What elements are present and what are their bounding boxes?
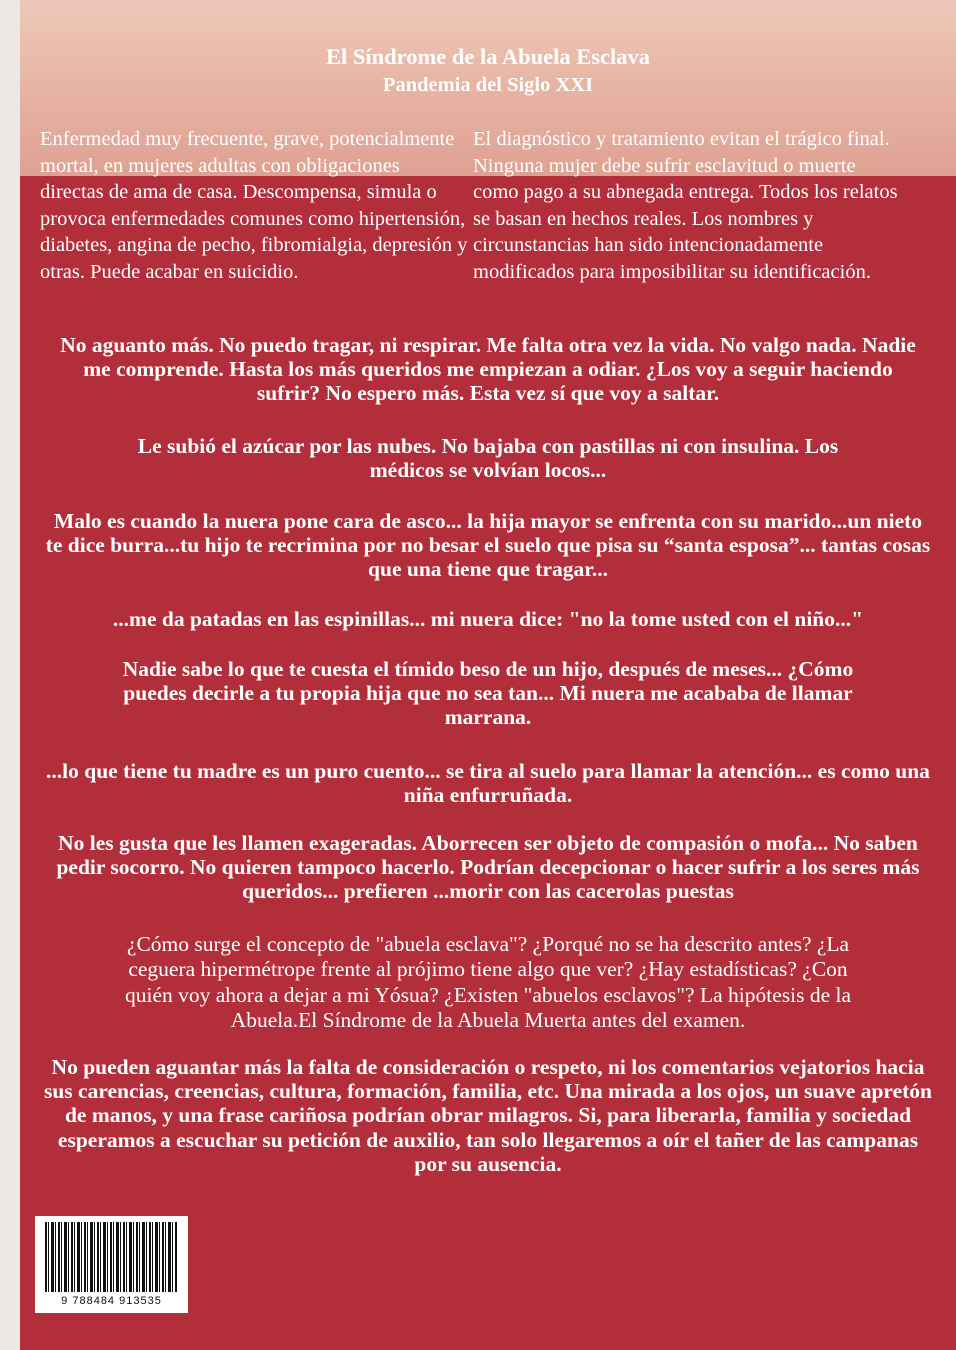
book-title: El Síndrome de la Abuela Esclava	[325, 44, 650, 69]
intro-left-column: Enfermedad muy frecuente, grave, potencialmente mortal, en mujeres adultas con obligaciones directas de ama de casa. Descompensa, simula o provoca enfermedades comunes como hipertensión, diabetes, angina de pecho, fibromialgia, depresión y otras. Puede acabar en suicidio.	[40, 128, 468, 283]
closing-paragraph: No pueden aguantar más la falta de consideración o respeto, ni los comentarios vejatorios hacia sus carencias, creencias, cultura, formación, familia, etc. Una mirada a los ojos, un suave apretón de manos, y una frase cariñosa podrían obrar milagros. Si, para liberarla, familia y sociedad esperamos a escuchar su petición de auxilio, tan solo llegaremos a oír el tañer de las campanas por su ausencia.	[43, 1055, 932, 1176]
quote-paragraph: No les gusta que les llamen exageradas. Aborrecen ser objeto de compasión o mofa... No saben pedir socorro. No quieren tampoco hacerlo. Podrían decepcionar o hacer sufrir a los seres más queridos... prefieren ...morir con las cacerolas puestas	[56, 831, 920, 904]
book-subtitle: Pandemia del Siglo XXI	[382, 74, 594, 96]
isbn-barcode	[35, 1216, 188, 1313]
quote-paragraph: Malo es cuando la nuera pone cara de asco... la hija mayor se enfrenta con su marido...un nieto te dice burra...tu hijo te recrimina por no besar el suelo que pisa su “santa esposa”... tantas cosas que una tiene que tragar...	[45, 509, 931, 582]
quote-paragraph: Nadie sabe lo que te cuesta el tímido beso de un hijo, después de meses... ¿Cómo puedes decirle a tu propia hija que no sea tan... Mi nuera me acababa de llamar marrana.	[122, 657, 854, 730]
quote-paragraph: No aguanto más. No puedo tragar, ni respirar. Me falta otra vez la vida. No valgo nada. Nadie me comprende. Hasta los más queridos me empiezan a odiar. ¿Los voy a seguir haciendo sufrir? No espero más. Esta vez sí que voy a saltar.	[60, 333, 916, 406]
book-back-cover	[20, 0, 956, 1350]
questions-paragraph: ¿Cómo surge el concepto de "abuela esclava"? ¿Porqué no se ha descrito antes? ¿La ceguera hipermétrope frente al prójimo tiene algo que ver? ¿Hay estadísticas? ¿Con quién voy ahora a dejar a mi Yósua? ¿Existen "abuelos esclavos"? La hipótesis de la Abuela.El Síndrome de la Abuela Muerta antes del examen.	[124, 932, 851, 1033]
quote-paragraph: ...me da patadas en las espinillas... mi nuera dice: "no la tome usted con el niño..."	[112, 607, 864, 631]
intro-right-column: El diagnóstico y tratamiento evitan el trágico final. Ninguna mujer debe sufrir esclavitud o muerte como pago a su abnegada entrega. Todos los relatos se basan en hechos reales. Los nombres y circunstancias han sido intencionadamente modificados para imposibilitar su identificación.	[473, 128, 898, 283]
quote-paragraph: ...lo que tiene tu madre es un puro cuento... se tira al suelo para llamar la atención... es como una niña enfurruñada.	[46, 759, 930, 808]
quote-paragraph: Le subió el azúcar por las nubes. No bajaba con pastillas ni con insulina. Los médicos se volvían locos...	[137, 434, 839, 483]
isbn-number: 9 788484 913535	[61, 1295, 162, 1307]
barcode-bars	[45, 1222, 178, 1292]
